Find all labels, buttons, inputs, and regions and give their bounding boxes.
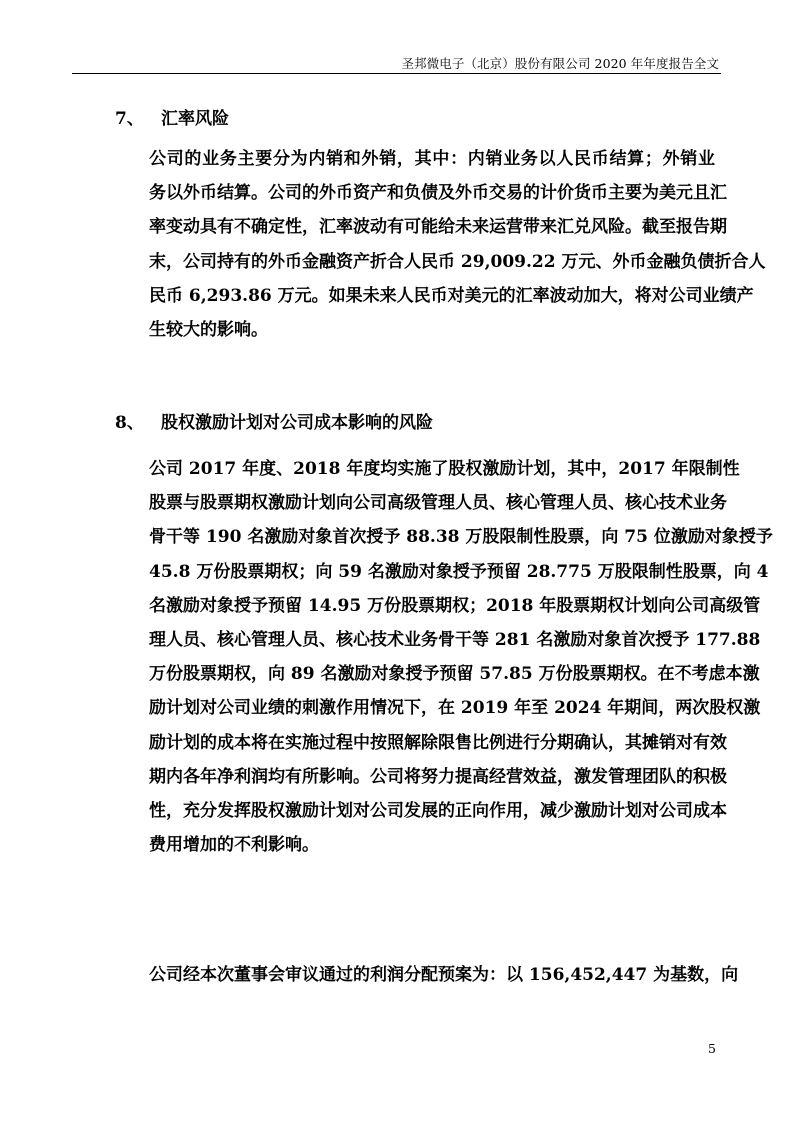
section-title: 股权激励计划对公司成本影响的风险 (161, 413, 433, 433)
paragraph (115, 958, 739, 992)
text-line: 公司经本次董事会审议通过的利润分配预案为：以 156,452,447 为基数，向 (149, 965, 739, 985)
text-line: 公司 2017 年度、2018 年度均实施了股权激励计划，其中，2017 年限制性 (149, 459, 740, 479)
paragraph (115, 142, 766, 347)
section-title: 汇率风险 (161, 109, 229, 129)
section-body-8 (115, 452, 773, 862)
closing-paragraph (115, 958, 739, 992)
text-line: 骨干等 190 名激励对象首次授予 88.38 万股限制性股票，向 75 位激励对象授予 (149, 527, 773, 548)
text-line: 励计划对公司业绩的刺激作用情况下，在 2019 年至 2024 年期间，两次股权激 (149, 698, 761, 719)
section-heading-7 (115, 106, 229, 132)
text-line: 费用增加的不利影响。 (149, 835, 319, 856)
text-line: 率变动具有不确定性，汇率波动有可能给未来运营带来汇兑风险。截至报告期 (149, 217, 727, 238)
paragraph (115, 452, 773, 862)
page-number: 5 (708, 1041, 716, 1056)
text-line: 性，充分发挥股权激励计划对公司发展的正向作用，减少激励计划对公司成本 (149, 801, 727, 822)
section-number: 8、 (115, 413, 144, 433)
text-line: 万份股票期权，向 89 名激励对象授予预留 57.85 万份股票期权。在不考虑本激 (149, 664, 760, 685)
text-line: 务以外币结算。公司的外币资产和负债及外币交易的计价货币主要为美元且汇 (149, 183, 727, 204)
text-line: 名激励对象授予预留 14.95 万份股票期权；2018 年股票期权计划向公司高级管 (149, 595, 761, 616)
text-line: 公司的业务主要分为内销和外销，其中：内销业务以人民币结算；外销业 (149, 149, 715, 169)
text-line: 45.8 万份股票期权；向 59 名激励对象授予预留 28.775 万股限制性股票，向 4 (149, 561, 769, 582)
text-line: 民币 6,293.86 万元。如果未来人民币对美元的汇率波动加大，将对公司业绩产 (149, 285, 754, 306)
text-line: 理人员、核心管理人员、核心技术业务骨干等 281 名激励对象首次授予 177.88 (149, 630, 761, 651)
text-line: 末，公司持有的外币金融资产折合人民币 29,009.22 万元、外币金融负债折合人 (149, 251, 766, 272)
text-line: 期内各年净利润均有所影响。公司将努力提高经营效益，激发管理团队的积极 (149, 766, 727, 787)
text-line: 股票与股票期权激励计划向公司高级管理人员、核心管理人员、核心技术业务 (149, 493, 727, 514)
section-number: 7、 (115, 109, 144, 129)
header-rule (72, 73, 721, 74)
section-body-7 (115, 142, 766, 347)
text-line: 励计划的成本将在实施过程中按照解除限售比例进行分期确认，其摊销对有效 (149, 732, 727, 753)
text-line: 生较大的影响。 (149, 320, 268, 341)
section-heading-8 (115, 410, 433, 436)
running-header: 圣邦微电子（北京）股份有限公司 2020 年年度报告全文 (401, 56, 719, 71)
